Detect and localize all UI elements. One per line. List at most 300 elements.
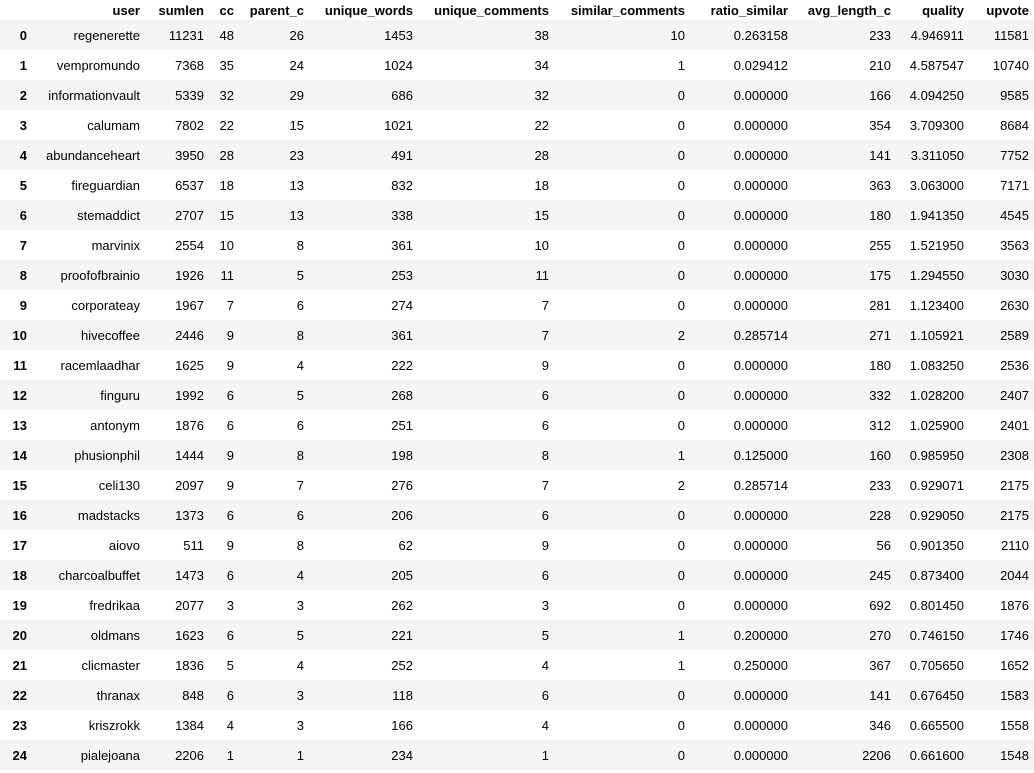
cell-avg-length-c: 354 xyxy=(869,117,891,133)
cell-unique-words: 491 xyxy=(391,147,413,163)
cell-ratio-similar: 0.000000 xyxy=(733,417,788,433)
cell-upvote: 2308 xyxy=(1000,447,1029,463)
table-row xyxy=(0,680,1034,710)
cell-user: aiovo xyxy=(108,537,140,553)
cell-upvote: 1876 xyxy=(1000,597,1029,613)
cell-similar-comments: 0 xyxy=(677,387,685,403)
cell-ratio-similar: 0.000000 xyxy=(733,207,788,223)
cell-upvote: 2536 xyxy=(1000,357,1029,373)
cell-quality: 0.746150 xyxy=(909,627,964,643)
cell-cc: 5 xyxy=(226,657,234,673)
cell-upvote: 1558 xyxy=(1000,717,1029,733)
table-row xyxy=(0,740,1034,770)
table-row xyxy=(0,500,1034,530)
cell-unique-comments: 7 xyxy=(541,327,549,343)
cell-avg-length-c: 56 xyxy=(876,537,891,553)
table-row xyxy=(0,560,1034,590)
cell-unique-words: 252 xyxy=(391,657,413,673)
cell-quality: 3.709300 xyxy=(909,117,964,133)
cell-ratio-similar: 0.200000 xyxy=(733,627,788,643)
cell-sumlen: 2707 xyxy=(175,207,204,223)
cell-parent-c: 6 xyxy=(296,417,304,433)
cell-quality: 3.311050 xyxy=(910,147,964,163)
cell-quality: 4.094250 xyxy=(909,87,964,103)
cell-similar-comments: 0 xyxy=(677,597,685,613)
cell-avg-length-c: 332 xyxy=(869,387,891,403)
cell-sumlen: 5339 xyxy=(175,87,204,103)
cell-unique-comments: 6 xyxy=(541,567,549,583)
cell-cc: 11 xyxy=(220,267,234,283)
cell-sumlen: 1473 xyxy=(175,567,204,583)
cell-unique-comments: 9 xyxy=(541,357,549,373)
cell-quality: 1.083250 xyxy=(909,357,964,373)
cell-similar-comments: 1 xyxy=(677,657,685,673)
cell-avg-length-c: 245 xyxy=(869,567,891,583)
cell-quality: 4.587547 xyxy=(909,57,964,73)
cell-unique-words: 205 xyxy=(391,567,413,583)
cell-user: abundanceheart xyxy=(46,147,140,163)
cell-unique-comments: 4 xyxy=(541,717,549,733)
cell-quality: 0.705650 xyxy=(909,657,964,673)
cell-user: celi130 xyxy=(98,477,140,493)
cell-ratio-similar: 0.029412 xyxy=(733,57,788,73)
header-row xyxy=(0,0,1034,20)
cell-sumlen: 1623 xyxy=(175,627,204,643)
cell-quality: 1.028200 xyxy=(909,387,964,403)
cell-unique-words: 1024 xyxy=(384,57,413,73)
cell-avg-length-c: 166 xyxy=(869,87,891,103)
row-index: 21 xyxy=(12,657,27,673)
cell-unique-comments: 7 xyxy=(541,477,549,493)
cell-quality: 0.901350 xyxy=(909,537,964,553)
cell-unique-words: 832 xyxy=(391,177,413,193)
cell-upvote: 2407 xyxy=(1000,387,1029,403)
cell-ratio-similar: 0.000000 xyxy=(733,387,788,403)
cell-parent-c: 7 xyxy=(296,477,304,493)
cell-similar-comments: 0 xyxy=(677,567,685,583)
cell-unique-comments: 22 xyxy=(534,117,549,133)
column-header-cc: cc xyxy=(219,2,234,18)
cell-upvote: 1652 xyxy=(1000,657,1029,673)
row-index: 1 xyxy=(19,57,27,73)
row-index: 4 xyxy=(19,147,27,163)
cell-parent-c: 23 xyxy=(289,147,304,163)
column-header-avg-length-c: avg_length_c xyxy=(807,2,891,18)
cell-avg-length-c: 346 xyxy=(869,717,891,733)
row-index: 0 xyxy=(19,27,27,43)
cell-avg-length-c: 233 xyxy=(869,27,891,43)
index-header xyxy=(0,0,32,20)
cell-upvote: 1583 xyxy=(1000,687,1029,703)
cell-sumlen: 1444 xyxy=(175,447,204,463)
column-header-parent-c: parent_c xyxy=(249,2,304,18)
table-row xyxy=(0,20,1034,50)
cell-ratio-similar: 0.000000 xyxy=(733,147,788,163)
cell-similar-comments: 1 xyxy=(677,57,685,73)
cell-unique-words: 361 xyxy=(391,327,413,343)
cell-cc: 15 xyxy=(219,207,234,223)
cell-avg-length-c: 281 xyxy=(869,297,891,313)
cell-quality: 0.801450 xyxy=(909,597,964,613)
cell-cc: 6 xyxy=(226,417,234,433)
table-row xyxy=(0,290,1034,320)
row-index: 20 xyxy=(12,627,27,643)
cell-unique-words: 251 xyxy=(391,417,413,433)
cell-user: finguru xyxy=(100,387,140,403)
cell-avg-length-c: 210 xyxy=(869,57,891,73)
cell-quality: 3.063000 xyxy=(909,177,964,193)
cell-sumlen: 2077 xyxy=(175,597,204,613)
cell-cc: 9 xyxy=(226,477,234,493)
column-header-quality: quality xyxy=(922,2,964,18)
row-index: 23 xyxy=(12,717,27,733)
cell-unique-words: 276 xyxy=(391,477,413,493)
cell-unique-words: 1453 xyxy=(384,27,413,43)
cell-similar-comments: 0 xyxy=(677,117,685,133)
table-row xyxy=(0,530,1034,560)
cell-unique-comments: 8 xyxy=(541,447,549,463)
cell-cc: 6 xyxy=(226,567,234,583)
cell-cc: 9 xyxy=(226,357,234,373)
cell-unique-comments: 6 xyxy=(541,507,549,523)
cell-ratio-similar: 0.000000 xyxy=(733,357,788,373)
column-header-similar-comments: similar_comments xyxy=(570,2,685,18)
cell-sumlen: 1373 xyxy=(175,507,204,523)
cell-sumlen: 2446 xyxy=(175,327,204,343)
table-row xyxy=(0,710,1034,740)
cell-similar-comments: 1 xyxy=(677,627,685,643)
cell-sumlen: 3950 xyxy=(175,147,204,163)
cell-similar-comments: 0 xyxy=(677,507,685,523)
cell-user: kriszrokk xyxy=(88,717,140,733)
cell-quality: 0.929050 xyxy=(909,507,964,523)
row-index: 10 xyxy=(12,327,27,343)
cell-unique-words: 166 xyxy=(391,717,413,733)
column-header-unique-words: unique_words xyxy=(324,2,413,18)
cell-unique-comments: 6 xyxy=(541,687,549,703)
cell-ratio-similar: 0.125000 xyxy=(733,447,788,463)
cell-user: informationvault xyxy=(48,87,140,103)
cell-parent-c: 13 xyxy=(289,177,304,193)
cell-user: hivecoffee xyxy=(80,327,140,343)
cell-parent-c: 4 xyxy=(296,357,304,373)
cell-parent-c: 3 xyxy=(296,717,304,733)
cell-ratio-similar: 0.000000 xyxy=(733,117,788,133)
cell-unique-words: 361 xyxy=(391,237,413,253)
cell-cc: 18 xyxy=(219,177,234,193)
cell-user: calumam xyxy=(87,117,140,133)
table-row xyxy=(0,320,1034,350)
cell-avg-length-c: 312 xyxy=(869,417,891,433)
cell-upvote: 4545 xyxy=(1000,207,1029,223)
table-row xyxy=(0,200,1034,230)
cell-parent-c: 5 xyxy=(296,387,304,403)
cell-ratio-similar: 0.000000 xyxy=(733,717,788,733)
cell-unique-words: 198 xyxy=(391,447,413,463)
cell-user: stemaddict xyxy=(77,207,140,223)
cell-unique-words: 222 xyxy=(391,357,413,373)
cell-ratio-similar: 0.000000 xyxy=(733,267,788,283)
cell-unique-comments: 32 xyxy=(534,87,549,103)
table-body xyxy=(0,20,1034,770)
cell-unique-comments: 1 xyxy=(541,747,549,763)
cell-parent-c: 4 xyxy=(296,567,304,583)
cell-parent-c: 5 xyxy=(296,267,304,283)
row-index: 9 xyxy=(19,297,27,313)
cell-unique-words: 206 xyxy=(391,507,413,523)
cell-sumlen: 2554 xyxy=(175,237,204,253)
cell-upvote: 2175 xyxy=(1000,507,1029,523)
row-index: 24 xyxy=(12,747,27,763)
column-header-unique-comments: unique_comments xyxy=(434,2,549,18)
table-row xyxy=(0,440,1034,470)
cell-quality: 1.025900 xyxy=(909,417,964,433)
row-index: 22 xyxy=(12,687,27,703)
cell-ratio-similar: 0.000000 xyxy=(733,87,788,103)
cell-user: racemlaadhar xyxy=(60,357,140,373)
cell-user: regenerette xyxy=(73,27,140,43)
cell-unique-comments: 5 xyxy=(541,627,549,643)
cell-user: antonym xyxy=(90,417,140,433)
cell-similar-comments: 1 xyxy=(677,447,685,463)
cell-upvote: 2630 xyxy=(1000,297,1029,313)
cell-upvote: 1548 xyxy=(1000,747,1029,763)
cell-sumlen: 1836 xyxy=(175,657,204,673)
row-index: 15 xyxy=(12,477,27,493)
cell-similar-comments: 0 xyxy=(677,207,685,223)
cell-user: vempromundo xyxy=(56,57,140,73)
row-index: 6 xyxy=(19,207,27,223)
cell-ratio-similar: 0.000000 xyxy=(733,537,788,553)
cell-user: fredrikaa xyxy=(89,597,140,613)
cell-similar-comments: 0 xyxy=(677,147,685,163)
cell-quality: 1.123400 xyxy=(909,297,964,313)
cell-similar-comments: 0 xyxy=(677,687,685,703)
row-index: 8 xyxy=(19,267,27,283)
cell-quality: 1.294550 xyxy=(909,267,964,283)
cell-unique-words: 338 xyxy=(391,207,413,223)
cell-cc: 6 xyxy=(226,507,234,523)
cell-parent-c: 6 xyxy=(296,297,304,313)
cell-avg-length-c: 228 xyxy=(869,507,891,523)
cell-quality: 0.661600 xyxy=(909,747,964,763)
cell-upvote: 1746 xyxy=(1000,627,1029,643)
cell-avg-length-c: 175 xyxy=(869,267,891,283)
cell-similar-comments: 2 xyxy=(677,327,685,343)
cell-avg-length-c: 255 xyxy=(869,237,891,253)
cell-unique-words: 253 xyxy=(391,267,413,283)
row-index: 16 xyxy=(12,507,27,523)
cell-avg-length-c: 141 xyxy=(869,147,891,163)
cell-cc: 1 xyxy=(226,747,234,763)
cell-upvote: 11581 xyxy=(993,27,1029,43)
table-row xyxy=(0,110,1034,140)
cell-quality: 0.929071 xyxy=(909,477,964,493)
cell-unique-comments: 38 xyxy=(534,27,549,43)
cell-sumlen: 1992 xyxy=(175,387,204,403)
cell-unique-comments: 15 xyxy=(534,207,549,223)
cell-ratio-similar: 0.000000 xyxy=(733,177,788,193)
cell-unique-words: 686 xyxy=(391,87,413,103)
cell-unique-comments: 9 xyxy=(541,537,549,553)
cell-quality: 0.676450 xyxy=(909,687,964,703)
cell-quality: 1.105921 xyxy=(909,327,964,343)
cell-user: clicmaster xyxy=(81,657,140,673)
cell-unique-words: 268 xyxy=(391,387,413,403)
table-row xyxy=(0,170,1034,200)
cell-ratio-similar: 0.000000 xyxy=(733,507,788,523)
cell-quality: 0.665500 xyxy=(909,717,964,733)
table-row xyxy=(0,140,1034,170)
cell-sumlen: 848 xyxy=(182,687,204,703)
cell-sumlen: 11231 xyxy=(168,27,204,43)
cell-user: phusionphil xyxy=(74,447,140,463)
cell-avg-length-c: 141 xyxy=(869,687,891,703)
cell-cc: 7 xyxy=(226,297,234,313)
cell-avg-length-c: 180 xyxy=(869,357,891,373)
cell-avg-length-c: 233 xyxy=(869,477,891,493)
cell-ratio-similar: 0.250000 xyxy=(733,657,788,673)
cell-parent-c: 3 xyxy=(296,687,304,703)
cell-unique-comments: 10 xyxy=(534,237,549,253)
cell-sumlen: 6537 xyxy=(175,177,204,193)
cell-unique-comments: 18 xyxy=(534,177,549,193)
cell-parent-c: 8 xyxy=(296,327,304,343)
cell-sumlen: 1967 xyxy=(175,297,204,313)
cell-unique-words: 62 xyxy=(398,537,413,553)
cell-upvote: 2401 xyxy=(1000,417,1029,433)
cell-unique-comments: 28 xyxy=(534,147,549,163)
cell-cc: 9 xyxy=(226,447,234,463)
cell-sumlen: 2097 xyxy=(175,477,204,493)
cell-similar-comments: 0 xyxy=(677,357,685,373)
cell-avg-length-c: 180 xyxy=(869,207,891,223)
cell-upvote: 8684 xyxy=(1000,117,1029,133)
cell-unique-words: 221 xyxy=(391,627,413,643)
cell-ratio-similar: 0.285714 xyxy=(733,327,788,343)
cell-sumlen: 1876 xyxy=(175,417,204,433)
cell-quality: 1.941350 xyxy=(909,207,964,223)
cell-sumlen: 7368 xyxy=(175,57,204,73)
table-row xyxy=(0,650,1034,680)
cell-user: marvinix xyxy=(91,237,140,253)
cell-unique-comments: 4 xyxy=(541,657,549,673)
cell-ratio-similar: 0.000000 xyxy=(733,237,788,253)
row-index: 13 xyxy=(12,417,27,433)
cell-cc: 28 xyxy=(219,147,234,163)
cell-cc: 10 xyxy=(219,237,234,253)
cell-avg-length-c: 160 xyxy=(869,447,891,463)
cell-avg-length-c: 271 xyxy=(869,327,891,343)
cell-cc: 4 xyxy=(226,717,234,733)
column-header-upvote: upvote xyxy=(986,2,1029,18)
cell-parent-c: 5 xyxy=(296,627,304,643)
row-index: 18 xyxy=(12,567,27,583)
cell-user: pialejoana xyxy=(80,747,140,763)
column-header-ratio-similar: ratio_similar xyxy=(710,2,788,18)
cell-parent-c: 8 xyxy=(296,447,304,463)
cell-similar-comments: 0 xyxy=(677,717,685,733)
cell-upvote: 2110 xyxy=(1001,537,1029,553)
table-row xyxy=(0,350,1034,380)
row-index: 11 xyxy=(13,357,27,373)
cell-parent-c: 26 xyxy=(289,27,304,43)
table-row xyxy=(0,380,1034,410)
cell-ratio-similar: 0.000000 xyxy=(733,747,788,763)
cell-parent-c: 8 xyxy=(296,237,304,253)
cell-sumlen: 511 xyxy=(183,537,204,553)
cell-user: thranax xyxy=(96,687,140,703)
cell-similar-comments: 0 xyxy=(677,87,685,103)
cell-unique-comments: 6 xyxy=(541,387,549,403)
cell-similar-comments: 0 xyxy=(677,177,685,193)
row-index: 14 xyxy=(12,447,27,463)
cell-parent-c: 8 xyxy=(296,537,304,553)
cell-similar-comments: 0 xyxy=(677,267,685,283)
cell-unique-words: 234 xyxy=(391,747,413,763)
cell-similar-comments: 10 xyxy=(670,27,685,43)
cell-similar-comments: 0 xyxy=(677,417,685,433)
cell-sumlen: 2206 xyxy=(175,747,204,763)
table-row xyxy=(0,230,1034,260)
cell-quality: 0.985950 xyxy=(909,447,964,463)
cell-similar-comments: 0 xyxy=(677,237,685,253)
row-index: 12 xyxy=(12,387,27,403)
table-row xyxy=(0,410,1034,440)
cell-parent-c: 6 xyxy=(296,507,304,523)
cell-similar-comments: 2 xyxy=(677,477,685,493)
cell-avg-length-c: 363 xyxy=(869,177,891,193)
cell-upvote: 10740 xyxy=(992,57,1029,73)
cell-quality: 4.946911 xyxy=(910,27,964,43)
cell-cc: 9 xyxy=(226,537,234,553)
cell-sumlen: 1926 xyxy=(175,267,204,283)
cell-ratio-similar: 0.000000 xyxy=(733,597,788,613)
cell-upvote: 2175 xyxy=(1000,477,1029,493)
cell-user: proofofbrainio xyxy=(60,267,140,283)
row-index: 19 xyxy=(12,597,27,613)
cell-ratio-similar: 0.000000 xyxy=(733,567,788,583)
cell-unique-words: 118 xyxy=(392,687,413,703)
cell-cc: 6 xyxy=(226,687,234,703)
cell-similar-comments: 0 xyxy=(677,747,685,763)
cell-unique-comments: 6 xyxy=(541,417,549,433)
cell-upvote: 9585 xyxy=(1000,87,1029,103)
row-index: 17 xyxy=(12,537,27,553)
row-index: 7 xyxy=(19,237,27,253)
row-index: 2 xyxy=(19,87,27,103)
table-row xyxy=(0,590,1034,620)
cell-avg-length-c: 2206 xyxy=(862,747,891,763)
cell-unique-words: 274 xyxy=(391,297,413,313)
cell-parent-c: 29 xyxy=(289,87,304,103)
cell-cc: 48 xyxy=(219,27,234,43)
cell-unique-comments: 3 xyxy=(541,597,549,613)
cell-parent-c: 13 xyxy=(289,207,304,223)
cell-unique-words: 1021 xyxy=(384,117,413,133)
cell-upvote: 2044 xyxy=(1000,567,1029,583)
table-row xyxy=(0,470,1034,500)
cell-upvote: 3030 xyxy=(1000,267,1029,283)
cell-cc: 22 xyxy=(219,117,234,133)
cell-similar-comments: 0 xyxy=(677,297,685,313)
row-index: 3 xyxy=(19,117,27,133)
cell-unique-comments: 7 xyxy=(541,297,549,313)
cell-parent-c: 1 xyxy=(296,747,304,763)
row-index: 5 xyxy=(19,177,27,193)
cell-avg-length-c: 692 xyxy=(869,597,891,613)
cell-cc: 35 xyxy=(219,57,234,73)
